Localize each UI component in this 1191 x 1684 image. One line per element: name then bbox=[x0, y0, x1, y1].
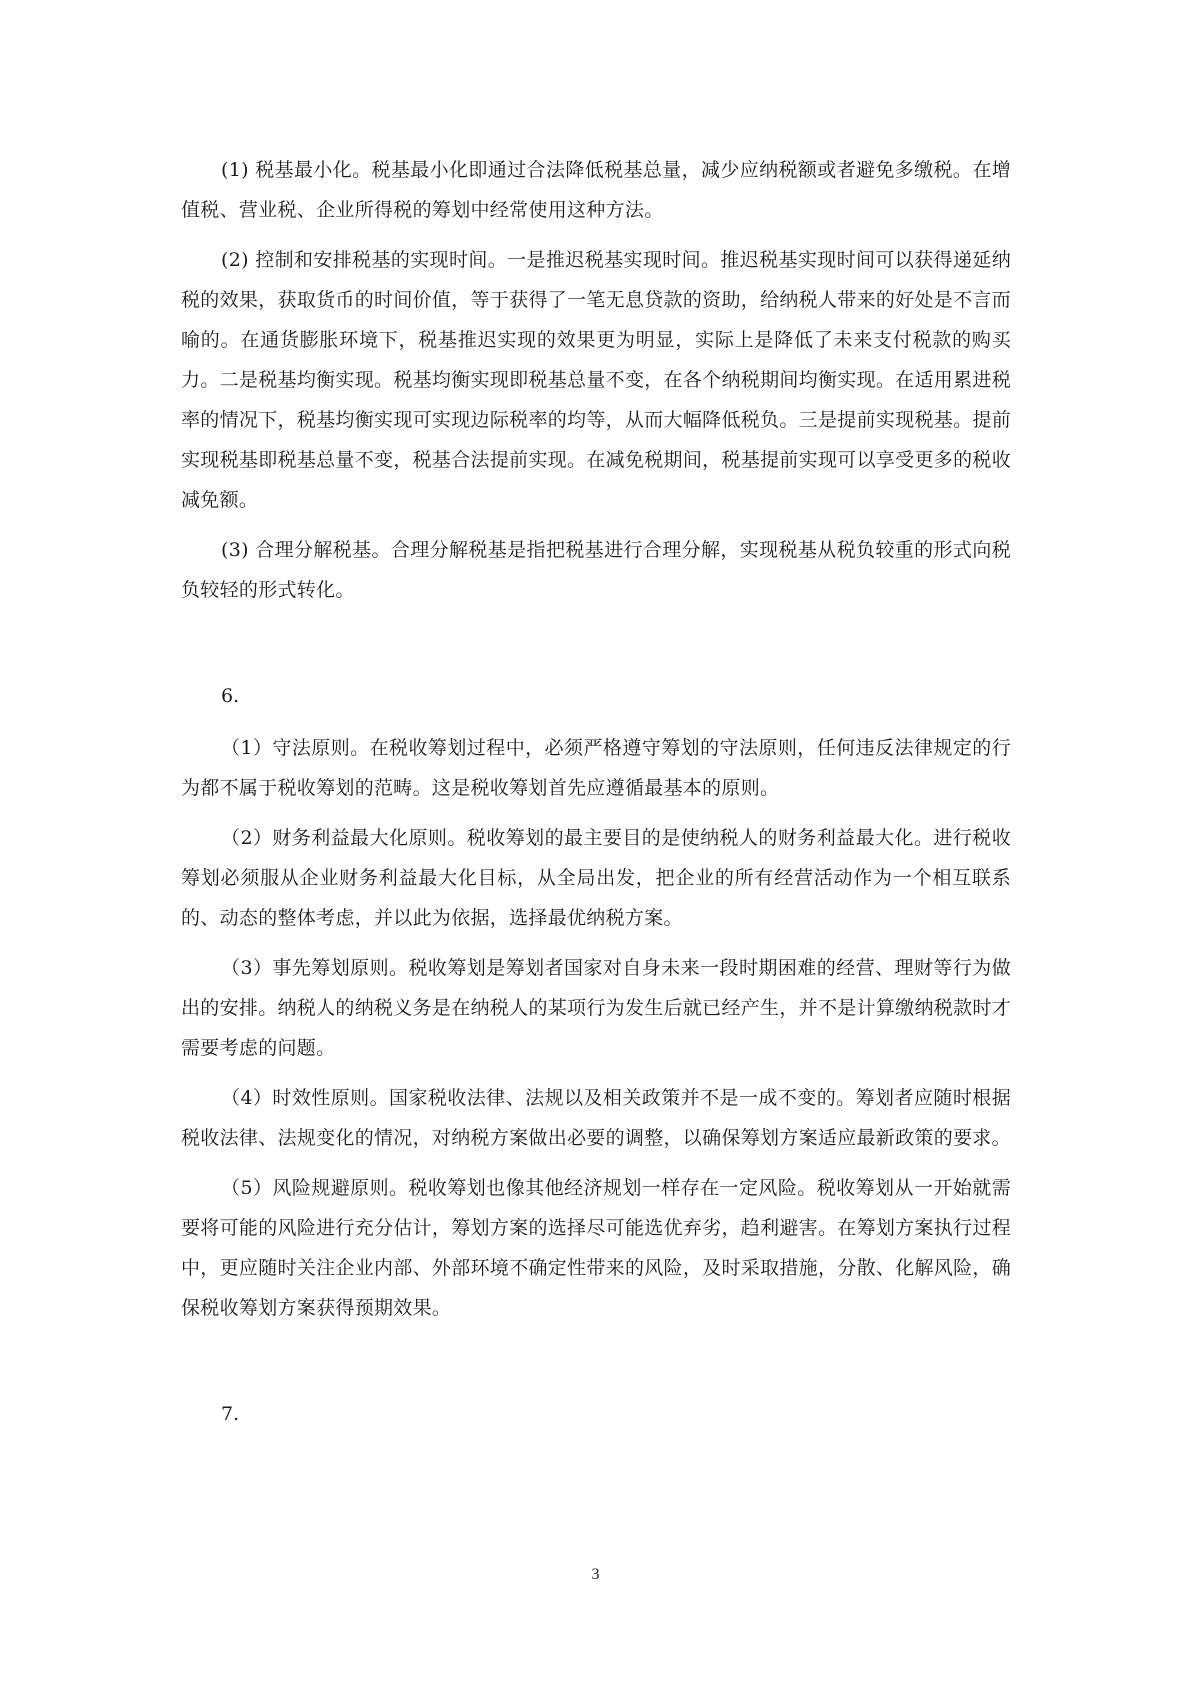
paragraph-tax-base-minimization: (1) 税基最小化。税基最小化即通过合法降低税基总量，减少应纳税额或者避免多缴税。在增值税、营业税、企业所得税的筹划中经常使用这种方法。 bbox=[181, 159, 1011, 221]
section-spacer bbox=[181, 610, 1011, 676]
paragraph-tax-base-decomposition: (3) 合理分解税基。合理分解税基是指把税基进行合理分解，实现税基从税负较重的形式向税负较轻的形式转化。 bbox=[181, 539, 1011, 601]
paragraph-principle-financial-benefit: （2）财务利益最大化原则。税收筹划的最主要目的是使纳税人的财务利益最大化。进行税收筹划必须服从企业财务利益最大化目标，从全局出发，把企业的所有经营活动作为一个相互联系的、动态的整体考虑，并以此为依据，选择最优纳税方案。 bbox=[181, 827, 1011, 929]
section-number-6: 6. bbox=[221, 685, 240, 707]
document-body bbox=[181, 150, 1011, 1434]
paragraph-principle-legality: （1）守法原则。在税收筹划过程中，必须严格遵守筹划的守法原则，任何违反法律规定的行为都不属于税收筹划的范畴。这是税收筹划首先应遵循最基本的原则。 bbox=[181, 737, 1011, 799]
page-number: 3 bbox=[591, 1566, 600, 1583]
section-number-7: 7. bbox=[221, 1403, 240, 1425]
paragraph-principle-risk-avoidance: （5）风险规避原则。税收筹划也像其他经济规划一样存在一定风险。税收筹划从一开始就需要将可能的风险进行充分估计，筹划方案的选择尽可能选优弃劣，趋利避害。在筹划方案执行过程中，更应随时关注企业内部、外部环境不确定性带来的风险，及时采取措施，分散、化解风险，确保税收筹划方案获得预期效果。 bbox=[181, 1177, 1011, 1319]
paragraph-tax-base-timing: (2) 控制和安排税基的实现时间。一是推迟税基实现时间。推迟税基实现时间可以获得递延纳税的效果，获取货币的时间价值，等于获得了一笔无息贷款的资助，给纳税人带来的好处是不言而喻的。在通货膨胀环境下，税基推迟实现的效果更为明显，实际上是降低了未来支付税款的购买力。二是税基均衡实现。税基均衡实现即税基总量不变，在各个纳税期间均衡实现。在适用累进税率的情况下，税基均衡实现可实现边际税率的均等，从而大幅降低税负。三是提前实现税基。提前实现税基即税基总量不变，税基合法提前实现。在减免税期间，税基提前实现可以享受更多的税收减免额。 bbox=[181, 249, 1011, 511]
paragraph-principle-timeliness: （4）时效性原则。国家税收法律、法规以及相关政策并不是一成不变的。筹划者应随时根据税收法律、法规变化的情况，对纳税方案做出必要的调整，以确保筹划方案适应最新政策的要求。 bbox=[181, 1087, 1011, 1149]
section-spacer bbox=[181, 1328, 1011, 1394]
paragraph-principle-advance-planning: （3）事先筹划原则。税收筹划是筹划者国家对自身未来一段时期困难的经营、理财等行为做出的安排。纳税人的纳税义务是在纳税人的某项行为发生后就已经产生，并不是计算缴纳税款时才需要考虑的问题。 bbox=[181, 957, 1011, 1059]
section-spacer bbox=[181, 716, 1011, 728]
